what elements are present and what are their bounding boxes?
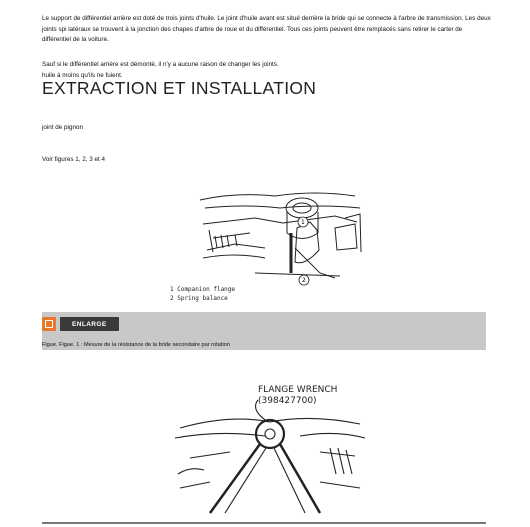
intro-paragraph: Le support de différentiel arrière est doté de trois joints d'huile. Le joint d'huile avant est situé derrière la bride qui se connecte à l'arbre de transmission. Les deux joints spi latéraux se trouvent à la jonction des chapes d'arbre de roue et du différentiel. Tous ces joints peuvent être remplacés sans retirer le carter de différentiel de la voiture.: [42, 15, 491, 43]
figure-1-caption: Figue. Figue. 1 : Mesure de la résistance de la bride secondaire par rotation: [42, 342, 230, 348]
figure-caption-bar: [42, 312, 486, 350]
figure-1-legend: [170, 285, 235, 303]
figure-2-drawing: [170, 378, 370, 522]
intro-note-line2: huile à moins qu'ils ne fuient.: [42, 72, 123, 79]
callout-1: 1: [301, 219, 305, 226]
figure-1-drawing: [195, 178, 365, 288]
enlarge-icon[interactable]: [42, 317, 56, 331]
enlarge-button[interactable]: ENLARGE: [60, 317, 119, 331]
figures-reference: Voir figures 1, 2, 3 et 4: [42, 156, 106, 163]
subtitle: joint de pignon: [42, 124, 83, 131]
flange-wrench-part-number: (398427700): [258, 396, 317, 406]
section-title: EXTRACTION ET INSTALLATION: [42, 78, 317, 98]
legend-item-spring-balance: 2 Spring balance: [170, 295, 228, 302]
bottom-divider: [42, 522, 486, 524]
legend-item-companion-flange: 1 Companion flange: [170, 286, 236, 293]
callout-2: 2: [302, 277, 306, 284]
intro-note-line1: Sauf si le différentiel arrière est démonté, il n'y a aucune raison de changer les joints.: [42, 61, 279, 68]
enlarge-control[interactable]: [42, 316, 119, 332]
flange-wrench-label: FLANGE WRENCH: [258, 385, 338, 395]
